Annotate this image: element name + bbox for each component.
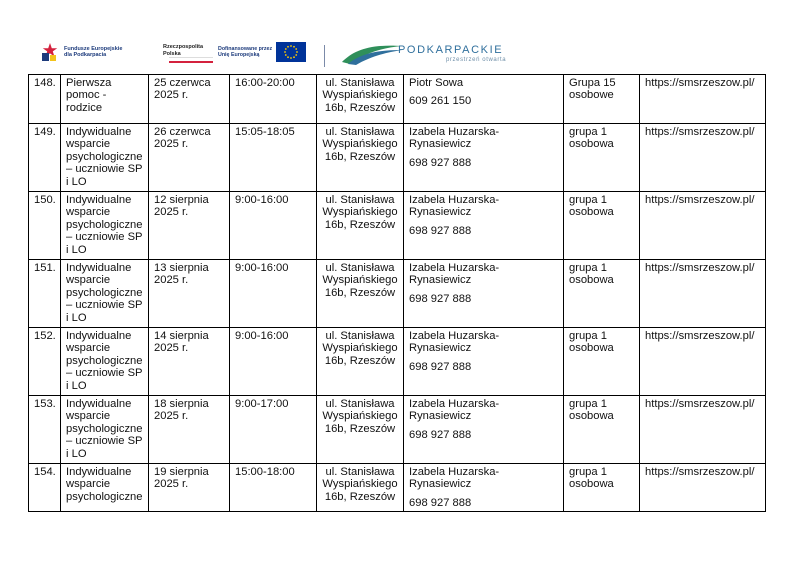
group-cell bbox=[564, 192, 640, 260]
contact-person: Izabela Huzarska-Rynasiewicz bbox=[409, 126, 500, 151]
contact-phone: 609 261 150 bbox=[409, 95, 472, 108]
activity-cell bbox=[61, 192, 149, 260]
activity-text: Indywidualne wsparcie psychologiczne bbox=[66, 466, 143, 503]
date-text: 14 sierpnia 2025 r. bbox=[154, 330, 209, 355]
table-row bbox=[29, 396, 766, 464]
activity-cell bbox=[61, 396, 149, 464]
group-text: grupa 1 osobowa bbox=[569, 398, 614, 423]
date-text: 18 sierpnia 2025 r. bbox=[154, 398, 209, 423]
group-text: Grupa 15 osobowe bbox=[569, 77, 616, 102]
group-text: grupa 1 osobowa bbox=[569, 330, 614, 355]
table-row bbox=[29, 328, 766, 396]
contact-person: Izabela Huzarska-Rynasiewicz bbox=[409, 194, 500, 219]
row-number bbox=[29, 464, 61, 512]
activity-cell bbox=[61, 124, 149, 192]
group-text: grupa 1 osobowa bbox=[569, 126, 614, 151]
date-cell bbox=[149, 396, 230, 464]
website-link[interactable]: https://smsrzeszow.pl/ bbox=[645, 262, 755, 274]
contact-person: Piotr Sowa bbox=[409, 77, 464, 89]
no-text: 151. bbox=[34, 262, 56, 274]
contact-person: Izabela Huzarska-Rynasiewicz bbox=[409, 330, 500, 355]
fe-star-icon bbox=[40, 42, 60, 62]
date-text: 19 sierpnia 2025 r. bbox=[154, 466, 209, 491]
contact-cell bbox=[404, 75, 564, 124]
activity-cell bbox=[61, 75, 149, 124]
row-number bbox=[29, 260, 61, 328]
table-row bbox=[29, 260, 766, 328]
row-number bbox=[29, 75, 61, 124]
no-text: 150. bbox=[34, 194, 56, 206]
fe-logo bbox=[40, 42, 122, 62]
group-cell bbox=[564, 464, 640, 512]
fe-logo-text: Fundusze Europejskie dla Podkarpacia bbox=[64, 45, 123, 58]
table-row bbox=[29, 124, 766, 192]
date-cell bbox=[149, 260, 230, 328]
website-link[interactable]: https://smsrzeszow.pl/ bbox=[645, 466, 755, 478]
ue-logo bbox=[218, 42, 306, 62]
table-row bbox=[29, 192, 766, 260]
no-text: 148. bbox=[34, 77, 56, 89]
row-number bbox=[29, 124, 61, 192]
hours-cell bbox=[230, 464, 317, 512]
hours-cell bbox=[230, 260, 317, 328]
date-text: 25 czerwca 2025 r. bbox=[154, 77, 211, 102]
address-text: ul. Stanisława Wyspiańskiego 16b, Rzeszów bbox=[322, 262, 398, 299]
address-cell bbox=[317, 464, 404, 512]
hours-cell bbox=[230, 75, 317, 124]
contact-cell bbox=[404, 396, 564, 464]
rp-logo-text: Rzeczpospolita Polska bbox=[163, 44, 204, 57]
website-link[interactable]: https://smsrzeszow.pl/ bbox=[645, 194, 755, 206]
hours-text: 15:00-18:00 bbox=[235, 466, 295, 478]
contact-cell bbox=[404, 328, 564, 396]
no-text: 153. bbox=[34, 398, 56, 410]
hours-text: 9:00-16:00 bbox=[235, 194, 289, 206]
region-name: PODKARPACKIE bbox=[398, 43, 504, 56]
no-text: 152. bbox=[34, 330, 56, 342]
region-slogan: przestrzeń otwarta bbox=[446, 56, 507, 63]
activity-text: Indywidualne wsparcie psychologiczne – uczniowie SP i LO bbox=[66, 262, 143, 324]
contact-cell bbox=[404, 260, 564, 328]
no-text: 154. bbox=[34, 466, 56, 478]
website-link[interactable]: https://smsrzeszow.pl/ bbox=[645, 330, 755, 342]
contact-phone: 698 927 888 bbox=[409, 496, 472, 509]
hours-cell bbox=[230, 124, 317, 192]
podkarpackie-logo bbox=[340, 40, 506, 66]
address-text: ul. Stanisława Wyspiańskiego 16b, Rzeszów bbox=[322, 194, 398, 231]
activity-text: Indywidualne wsparcie psychologiczne – uczniowie SP i LO bbox=[66, 398, 143, 460]
rp-logo bbox=[163, 44, 223, 64]
website-link[interactable]: https://smsrzeszow.pl/ bbox=[645, 126, 755, 138]
address-text: ul. Stanisława Wyspiańskiego 16b, Rzeszów bbox=[322, 330, 398, 367]
contact-cell bbox=[404, 464, 564, 512]
activity-text: Indywidualne wsparcie psychologiczne – uczniowie SP i LO bbox=[66, 194, 143, 256]
contact-person: Izabela Huzarska-Rynasiewicz bbox=[409, 466, 500, 491]
date-text: 12 sierpnia 2025 r. bbox=[154, 194, 209, 219]
activity-cell bbox=[61, 260, 149, 328]
group-text: grupa 1 osobowa bbox=[569, 262, 614, 287]
ue-logo-text: Dofinansowane przez Unię Europejską bbox=[218, 45, 273, 58]
row-number bbox=[29, 396, 61, 464]
poland-flag-icon bbox=[169, 57, 213, 63]
address-cell bbox=[317, 75, 404, 124]
logo-divider bbox=[324, 45, 325, 67]
address-text: ul. Stanisława Wyspiańskiego 16b, Rzeszów bbox=[322, 398, 398, 435]
address-cell bbox=[317, 328, 404, 396]
website-link[interactable]: https://smsrzeszow.pl/ bbox=[645, 398, 755, 410]
contact-cell bbox=[404, 192, 564, 260]
url-cell bbox=[640, 328, 766, 396]
group-cell bbox=[564, 75, 640, 124]
activity-cell bbox=[61, 328, 149, 396]
date-cell bbox=[149, 464, 230, 512]
schedule-table bbox=[28, 74, 766, 512]
address-cell bbox=[317, 396, 404, 464]
date-cell bbox=[149, 124, 230, 192]
activity-text: Pierwsza pomoc - rodzice bbox=[66, 77, 112, 114]
schedule-table-body bbox=[29, 75, 766, 512]
website-link[interactable]: https://smsrzeszow.pl/ bbox=[645, 77, 755, 89]
group-cell bbox=[564, 328, 640, 396]
url-cell bbox=[640, 75, 766, 124]
eu-flag-icon bbox=[276, 42, 306, 62]
group-text: grupa 1 osobowa bbox=[569, 194, 614, 219]
date-text: 13 sierpnia 2025 r. bbox=[154, 262, 209, 287]
url-cell bbox=[640, 464, 766, 512]
url-cell bbox=[640, 260, 766, 328]
activity-cell bbox=[61, 464, 149, 512]
group-text: grupa 1 osobowa bbox=[569, 466, 614, 491]
contact-phone: 698 927 888 bbox=[409, 156, 472, 169]
hours-cell bbox=[230, 396, 317, 464]
table-row bbox=[29, 75, 766, 124]
date-cell bbox=[149, 75, 230, 124]
date-text: 26 czerwca 2025 r. bbox=[154, 126, 211, 151]
hours-text: 15:05-18:05 bbox=[235, 126, 295, 138]
hours-cell bbox=[230, 328, 317, 396]
contact-person: Izabela Huzarska-Rynasiewicz bbox=[409, 398, 500, 423]
url-cell bbox=[640, 192, 766, 260]
contact-person: Izabela Huzarska-Rynasiewicz bbox=[409, 262, 500, 287]
address-text: ul. Stanisława Wyspiańskiego 16b, Rzeszów bbox=[322, 466, 398, 503]
contact-phone: 698 927 888 bbox=[409, 292, 472, 305]
address-cell bbox=[317, 192, 404, 260]
table-row bbox=[29, 464, 766, 512]
address-cell bbox=[317, 124, 404, 192]
hours-text: 16:00-20:00 bbox=[235, 77, 295, 89]
hours-cell bbox=[230, 192, 317, 260]
hours-text: 9:00-17:00 bbox=[235, 398, 289, 410]
url-cell bbox=[640, 124, 766, 192]
address-cell bbox=[317, 260, 404, 328]
contact-phone: 698 927 888 bbox=[409, 360, 472, 373]
podkarpackie-wave-icon bbox=[340, 40, 404, 66]
date-cell bbox=[149, 328, 230, 396]
hours-text: 9:00-16:00 bbox=[235, 330, 289, 342]
activity-text: Indywidualne wsparcie psychologiczne – uczniowie SP i LO bbox=[66, 126, 143, 188]
group-cell bbox=[564, 124, 640, 192]
group-cell bbox=[564, 260, 640, 328]
activity-text: Indywidualne wsparcie psychologiczne – uczniowie SP i LO bbox=[66, 330, 143, 392]
no-text: 149. bbox=[34, 126, 56, 138]
contact-cell bbox=[404, 124, 564, 192]
contact-phone: 698 927 888 bbox=[409, 224, 472, 237]
row-number bbox=[29, 192, 61, 260]
hours-text: 9:00-16:00 bbox=[235, 262, 289, 274]
logo-bar bbox=[0, 0, 800, 72]
date-cell bbox=[149, 192, 230, 260]
contact-phone: 698 927 888 bbox=[409, 428, 472, 441]
url-cell bbox=[640, 396, 766, 464]
address-text: ul. Stanisława Wyspiańskiego 16b, Rzeszów bbox=[322, 77, 398, 114]
row-number bbox=[29, 328, 61, 396]
group-cell bbox=[564, 396, 640, 464]
address-text: ul. Stanisława Wyspiańskiego 16b, Rzeszów bbox=[322, 126, 398, 163]
